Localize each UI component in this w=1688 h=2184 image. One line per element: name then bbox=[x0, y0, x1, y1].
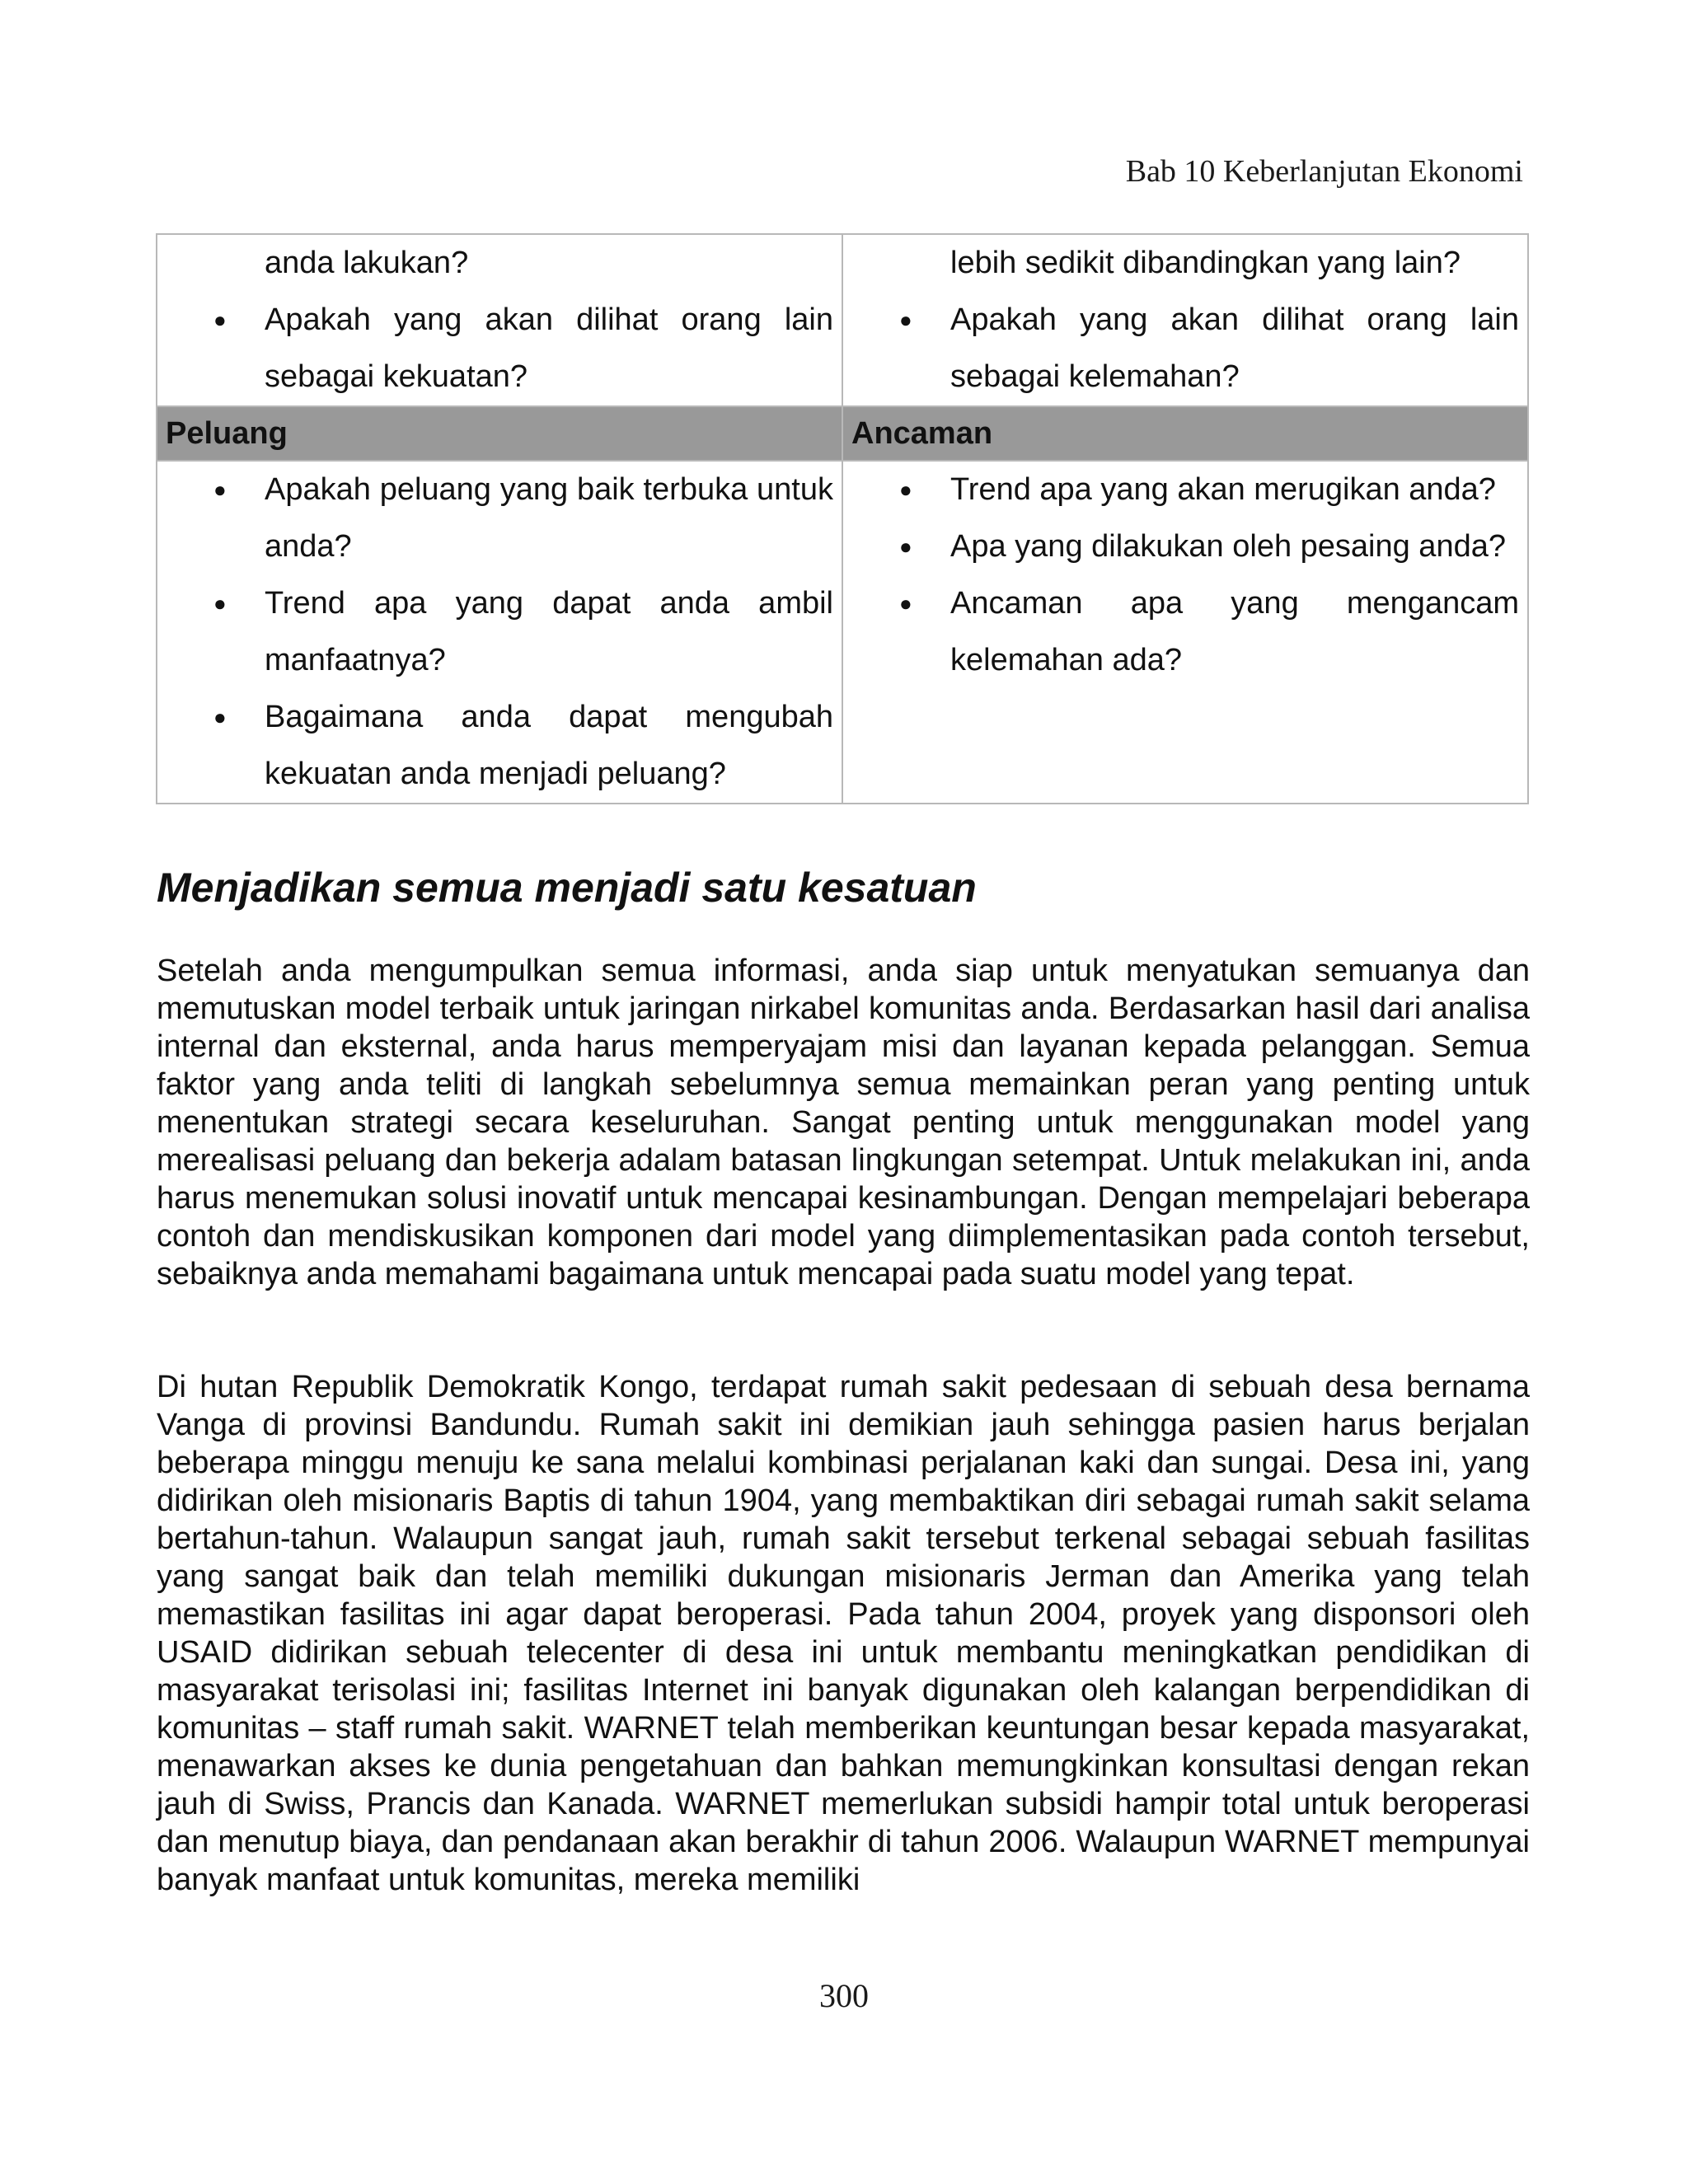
swot-header-row bbox=[157, 406, 1528, 461]
list-item: ● Trend apa yang dapat anda ambil manfaatnya? bbox=[265, 575, 833, 689]
swot-row-opportunities-threats bbox=[157, 461, 1528, 804]
list-item: ● Trend apa yang akan merugikan anda? bbox=[950, 462, 1519, 518]
kekuatan-cell bbox=[157, 234, 842, 406]
kelemahan-continuation: lebih sedikit dibandingkan yang lain? bbox=[950, 246, 1461, 280]
paragraph: Setelah anda mengumpulkan semua informasi, anda siap untuk menyatukan semuanya dan memutuskan model terbaik untuk jaringan nirkabel komunitas anda. Berdasarkan hasil dari analisa internal dan eksternal, anda harus memperyajam misi dan layanan kepada pelanggan. Semua faktor yang anda teliti di langkah sebelumnya semua memainkan peran yang penting untuk menentukan strategi secara keseluruhan. Sangat penting untuk menggunakan model yang merealisasi peluang dan bekerja adalam batasan lingkungan setempat. Untuk melakukan ini, anda harus menemukan solusi inovatif untuk mencapai kesinambungan. Dengan mempelajari beberapa contoh dan mendiskusikan komponen dari model yang diimplementasikan pada contoh tersebut, sebaiknya anda memahami bagaimana untuk mencapai pada suatu model yang tepat. bbox=[157, 954, 1530, 1291]
kekuatan-continuation: anda lakukan? bbox=[265, 246, 469, 280]
swot-row-continued bbox=[157, 234, 1528, 406]
list-item: ● Apakah peluang yang baik terbuka untuk anda? bbox=[265, 462, 833, 575]
paragraph: Di hutan Republik Demokratik Kongo, terdapat rumah sakit pedesaan di sebuah desa bernama Vanga di provinsi Bandundu. Rumah sakit ini demikian jauh sehingga pasien harus berjalan beberapa minggu menuju ke sana melalui kombinasi perjalanan kaki dan sungai. Desa ini, yang didirikan oleh misionaris Baptis di tahun 1904, yang membaktikan diri sebagai rumah sakit selama bertahun-tahun. Walaupun sangat jauh, rumah sakit tersebut terkenal sebagai sebuah fasilitas yang sangat baik dan telah memiliki dukungan misionaris Jerman dan Amerika yang telah memastikan fasilitas ini agar dapat beroperasi. Pada tahun 2004, proyek yang disponsori oleh USAID didirikan sebuah telecenter di desa ini untuk membantu meningkatkan pendidikan di masyarakat terisolasi ini; fasilitas Internet ini banyak digunakan oleh kalangan berpendidikan di komunitas – staff rumah sakit. WARNET telah memberikan keuntungan besar kepada masyarakat, menawarkan akses ke dunia pengetahuan dan bahkan memungkinkan konsultasi dengan rekan jauh di Swiss, Prancis dan Kanada. WARNET memerlukan subsidi hampir total untuk beroperasi dan menutup biaya, dan pendanaan akan berakhir di tahun 2006. Walaupun WARNET mempunyai banyak manfaat untuk komunitas, mereka memiliki bbox=[157, 1370, 1530, 1897]
list-item: ● Apakah yang akan dilihat orang lain sebagai kekuatan? bbox=[265, 292, 833, 405]
page-number: 300 bbox=[819, 1977, 869, 2014]
list-item: ● Apakah yang akan dilihat orang lain sebagai kelemahan? bbox=[950, 292, 1519, 405]
running-header: Bab 10 Keberlanjutan Ekonomi bbox=[1125, 154, 1523, 189]
ancaman-list bbox=[843, 462, 1527, 689]
peluang-list bbox=[157, 462, 842, 803]
peluang-header: Peluang bbox=[157, 406, 842, 461]
ancaman-cell bbox=[842, 461, 1528, 804]
list-item: ● Ancaman apa yang mengancam kelemahan ada? bbox=[950, 575, 1519, 689]
list-item: ● Bagaimana anda dapat mengubah kekuatan anda menjadi peluang? bbox=[265, 689, 833, 803]
list-item: ● Apa yang dilakukan oleh pesaing anda? bbox=[950, 518, 1519, 575]
peluang-cell bbox=[157, 461, 842, 804]
section-title: Menjadikan semua menjadi satu kesatuan bbox=[157, 865, 977, 911]
ancaman-header: Ancaman bbox=[842, 406, 1528, 461]
swot-table bbox=[156, 233, 1529, 804]
kekuatan-list bbox=[157, 292, 842, 405]
kelemahan-list bbox=[843, 292, 1527, 405]
kelemahan-cell bbox=[842, 234, 1528, 406]
